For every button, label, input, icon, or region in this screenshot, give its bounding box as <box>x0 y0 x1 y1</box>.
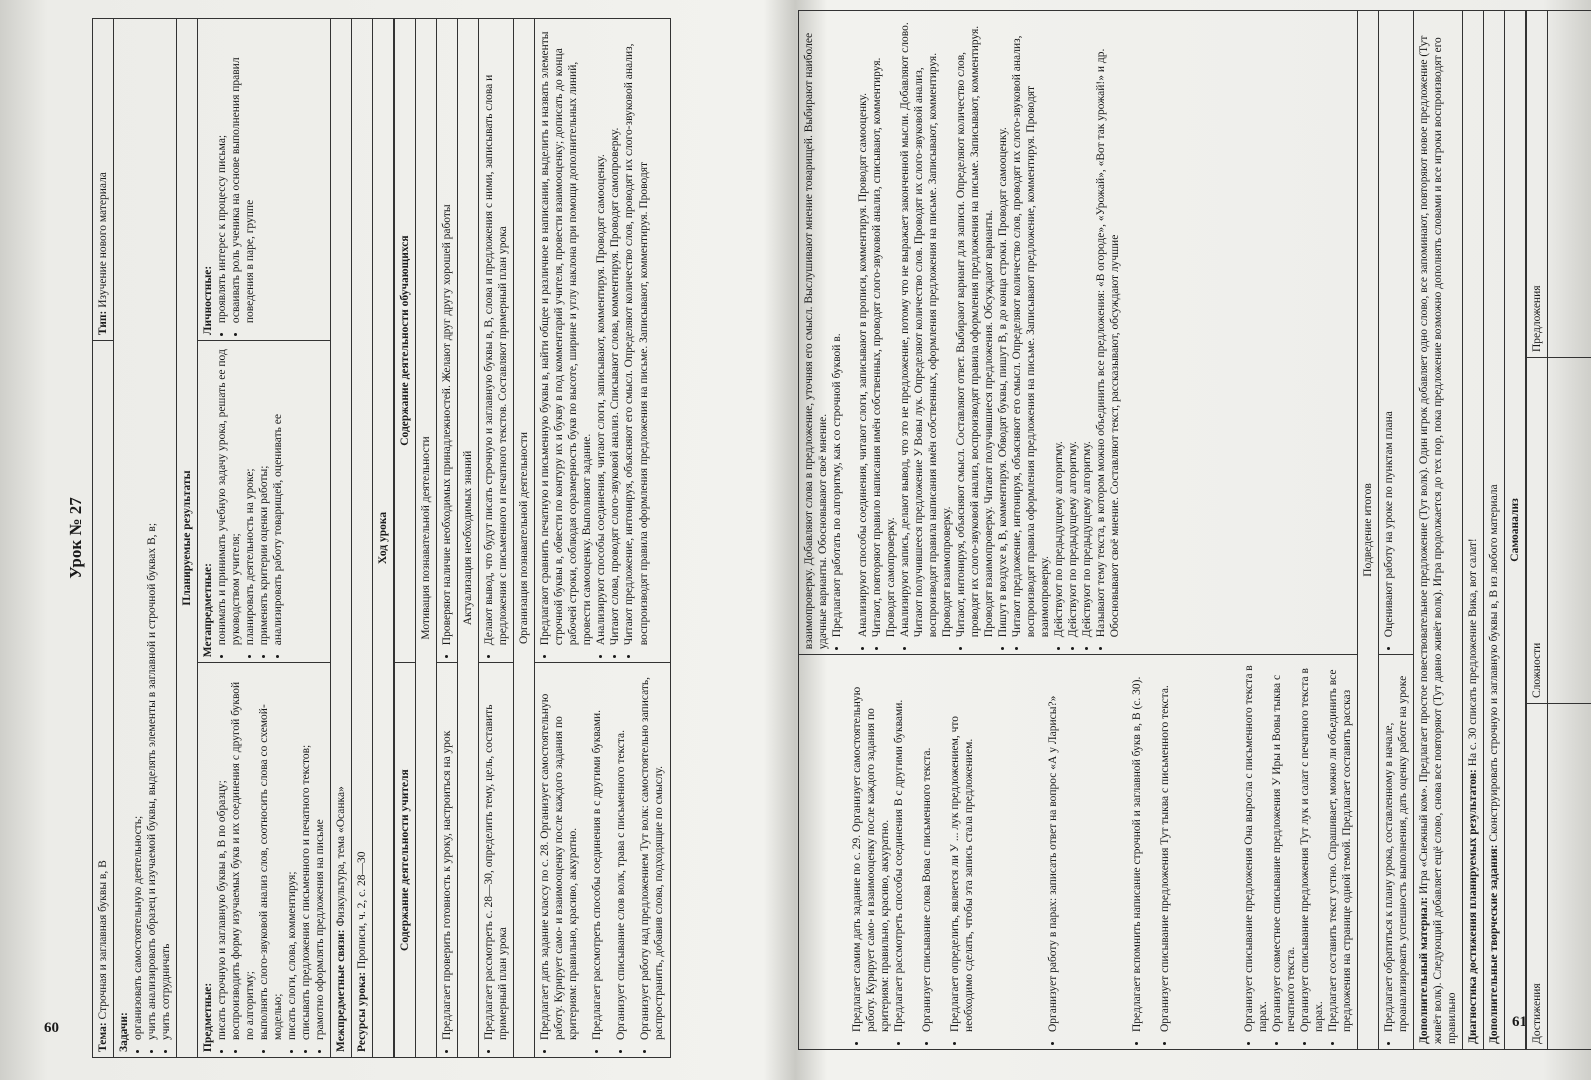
meta-results-cell: Метапредметные: • понимать и принимать учебную задачу урока, решать ее под руководством учителя; • планировать деятельность на уроке; • применять критерии оценки работы; • анализировать работу товарищей, оценивать ее <box>198 341 331 663</box>
list-item: • понимать и принимать учебную задачу урока, решать ее под руководством учителя; <box>215 346 243 645</box>
list-item: • проявлять интерес к процессу письма; <box>215 24 229 323</box>
left-page <box>0 0 793 1080</box>
difficulties-cell <box>1548 358 1591 704</box>
list-item: • Действуют по предыдущему алгоритму. <box>1066 16 1080 637</box>
list-item: • Организует списывание предложения Она выросла с письменного текста в парах. <box>1242 660 1270 1032</box>
difficulties-column-header: Сложности <box>1527 358 1548 704</box>
type-value: Изучение нового материала <box>97 172 109 308</box>
list-item: • организовать самостоятельную деятельность; <box>131 24 145 1040</box>
teacher-cell <box>799 655 1358 1050</box>
list-item: • воспроизводить форму изучаемых букв и их соединения с другой буквой по алгоритму; <box>229 668 257 1040</box>
list-item: • Организует списывание слов волк, трава с письменного текста. <box>614 668 628 1040</box>
achievements-column-header: Достижения <box>1527 704 1548 1050</box>
list-item: • писать строчную и заглавную буквы в, В по образцу; <box>215 668 229 1040</box>
topic-cell: Тема: Строчная и заглавная буквы в, В <box>93 341 114 1058</box>
activity-table-continued <box>798 10 1526 1050</box>
section-header: Актуализация необходимых знаний <box>458 19 479 1058</box>
list-item: • Оценивают работу на уроке по пунктам плана <box>1382 16 1396 637</box>
list-item: • выполнять слого-звуковой анализ слов, соотносить слова со схемой-моделью; <box>257 668 285 1040</box>
suggestions-cell <box>1548 11 1591 358</box>
list-item: • Делают вывод, что будут писать строчную и заглавную буквы в, В, слова и предложения с ними, записывать слова и предложения с письменного и печатного текстов. Составляют примерный план урока <box>482 24 510 645</box>
list-item: • Организует списывание слова Вова с письменного текста. <box>920 660 934 1032</box>
teacher-cell <box>437 663 458 1058</box>
self-analysis-table <box>1526 10 1591 1050</box>
list-item: • Предлагают сравнить печатную и письменную буквы в, найти общее и различное в написании, выделить и назвать элементы строчной буквы в, обвести по контуру их и букву в под комментарий учителя, провести взаимооценку; дописать до конца рабочей строки, соблюдая соразмерность букв по высоте, ширине и углу наклона при помощи дополнительных линий, провести самооценку. Выполняют задание. <box>538 24 594 645</box>
section-header: Мотивация познавательной деятельности <box>416 19 437 1058</box>
page-number: 60 <box>44 1020 59 1036</box>
list-item: • Предлагает рассмотреть с. 28—30, определить тему, цель, составить примерный план урока <box>482 668 510 1040</box>
list-item: • осваивать роль ученика на основе выполнения правил поведения в паре, группе <box>229 24 257 323</box>
interdisciplinary-cell: Межпредметные связи: Физкультура, тема «Осанка» <box>331 19 352 1058</box>
list-item: • Предлагает рассмотреть способы соединения в с другими буквами. <box>590 668 604 1040</box>
student-cell <box>799 11 1358 655</box>
topic-value: Строчная и заглавная буквы в, В <box>97 860 109 1020</box>
list-item: • Организует совместное списывание предложения У Иры и Вовы тыква с печатного текста. <box>1270 660 1298 1032</box>
list-item: • Организует работу в парах: записать ответ на вопрос «А у Ларисы?» <box>1046 660 1060 1032</box>
list-item: • Пишут в воздухе в, В, комментируя. Обводят буквы, пишут В, в до конца строки. Проводят самооценку. <box>996 16 1010 637</box>
list-item: • списывать предложения с письменного и печатного текстов; <box>299 668 313 1040</box>
list-item: • Действуют по предыдущему алгоритму. <box>1080 16 1094 637</box>
page-number: 61 <box>1512 1014 1527 1030</box>
list-item: • Предлагает определить, является ли У ... лук предложением, что необходимо сделать, чтобы эта запись стала предложением. <box>948 660 976 1032</box>
list-item: • Организует списывание предложения Тут тыква с письменного текста. <box>1158 660 1172 1032</box>
list-item: • Предлагает дать задание классу по с. 28. Организует самостоятельную работу. Курирует само- и взаимооценку после каждого задания по критериям: правильно, красиво, аккуратно. <box>538 668 580 1040</box>
list-item: • Предлагает составить текст устно. Спрашивает, можно ли объединить все предложения на странице одной темой. Предлагает составить рассказ <box>1326 660 1354 1032</box>
list-item: • писать слоги, слова, комментируя; <box>285 668 299 1040</box>
list-item: • Предлагает проверить готовность к уроку, настроиться на урок <box>440 668 454 1040</box>
list-item: • Анализируют запись, делают вывод, что это не предложение, потому что не выражает законченной мысли. Добавляют слово. Читают получившееся предложение У Вовы лук. Определяют количество слов. Проводят их слого-звуковой анализ, воспроизводят правила написания имён собственных, оформления предложения на письме. Записывают, комментируя. Проводят взаимопроверку. <box>898 16 954 637</box>
student-column-header: Содержание деятельности обучающихся <box>395 19 416 663</box>
section-header: Организация познавательной деятельности <box>514 19 535 1058</box>
list-item: • Читают слова, проводят слого-звуковой анализ. Списывают слова, комментируя. Проводят самопроверку. <box>608 24 622 645</box>
creative-tasks-cell: Дополнительные творческие задания: Сконструировать строчную и заглавную буквы в, В из любого материала <box>1484 11 1505 1050</box>
lesson-course-header: Ход урока <box>373 19 394 1058</box>
list-item: • Читают, интонируя, объясняют смысл. Составляют ответ. Выбирают вариант для записи. Определяют количество слов, проводят их слого-звуковой анализ, воспроизводят правила оформления предложения на письме. Записывают, комментируя. Проводят взаимопроверку. Читают получившиеся предложения. Обсуждают варианты. <box>954 16 996 637</box>
list-item: • применять критерии оценки работы; <box>257 346 271 645</box>
subject-results-cell: Предметные: • писать строчную и заглавную буквы в, В по образцу; • воспроизводить форму изучаемых букв и их соединения с другой буквой по алгоритму; • выполнять слого-звуковой анализ слов, соотносить слова со схемой-моделью; • писать слоги, слова, комментируя; • списывать предложения с письменного и печатного текстов; • грамотно оформлять предложения на письме <box>198 663 331 1058</box>
list-item: • Предлагает рассмотреть способы соединения В с другими буквами. <box>892 660 906 1032</box>
lesson-title: Урок № 27 <box>66 497 85 579</box>
list-item: • Читают предложение, интонируя, объясняют его смысл. Определяют количество слов, проводят их слого-звуковой анализ, воспроизводят правила оформления предложения на письме. Записывают, комментируя. Проводят <box>622 24 650 645</box>
list-item: • Предлагает обратиться к плану урока, составленному в начале, проанализировать успешность выполнения, дать оценку работе на уроке <box>1382 660 1410 1032</box>
teacher-cell <box>1379 655 1414 1050</box>
left-page-content <box>62 18 752 1058</box>
diagnostics-cell: Диагностика достижения планируемых результатов: На с. 30 списать предложение Вика, вот салат! <box>1463 11 1484 1050</box>
list-item: • Читают предложение, интонируя, объясняют его смысл. Определяют количество слов, проводят их слого-звуковой анализ, воспроизводят правила оформления предложения на письме. Записывают предложение, комментируя. Проводят взаимопроверку. <box>1010 16 1052 637</box>
student-cell <box>479 19 514 663</box>
tasks-cell <box>114 19 177 1058</box>
tasks-list <box>131 24 173 1052</box>
list-item: • учить сотрудничать <box>159 24 173 1040</box>
extra-material-cell: Дополнительный материал: Игра «Снежный ком». Предлагает простое повествовательное предложение (Тут волк). Один игрок добавляет одно слово, все запоминают, повторяют новое предложение (Тут живёт волк). Следующий добавляет ещё слово, снова все повторяют (Тут давно живёт волк). Игра продолжается до тех пор, пока предложение возможно дополнять словами и все игроки воспроизводят его правильно <box>1414 11 1463 1050</box>
list-item: • учить анализировать образец и изучаемой буквы, выделять элементы в заглавной и строчной буквах В, в; <box>145 24 159 1040</box>
list-item: • Предлагает самим дать задание по с. 29. Организует самостоятельную работу. Курирует само- и взаимооценку после каждого задания по критериям: правильно, красиво, аккуратно. <box>850 660 892 1032</box>
list-item: • Организует списывание предложения Тут лук и салат с печатного текста в парах. <box>1298 660 1326 1032</box>
list-item: • Называют тему текста, в котором можно объединить все предложения: «В огороде», «Урожай», «Вот так урожай!» и др. Обосновывают своё мнение. Составляют текст, рассказывают, обсуждают лучшие <box>1094 16 1122 637</box>
resources-cell: Ресурсы урока: Прописи, ч. 2, с. 28—30 <box>352 19 373 1058</box>
activity-table <box>394 18 670 1058</box>
student-cell <box>437 19 458 663</box>
list-item: • Действуют по предыдущему алгоритму. <box>1052 16 1066 637</box>
teacher-cell <box>479 663 514 1058</box>
section-header: Подведение итогов <box>1358 11 1379 1050</box>
suggestions-column-header: Предложения <box>1527 11 1548 358</box>
personal-results-cell: Личностные: • проявлять интерес к процессу письма; • осваивать роль ученика на основе выполнения правил поведения в паре, группе <box>198 19 331 341</box>
planned-results-header: Планируемые результаты <box>177 19 198 1058</box>
list-item: • Предлагают работать по алгоритму, как со строчной буквой в. <box>830 16 844 637</box>
student-cell <box>535 19 670 663</box>
list-item: • Читают, повторяют правило написания имён собственных, проводят слого-звуковой анализ, списывают, комментируя. Проводят самопроверку. <box>870 16 898 637</box>
list-item: • Предлагает вспомнить написание строчной и заглавной букв в, В (с. 30). <box>1130 660 1144 1032</box>
list-item: • грамотно оформлять предложения на письме <box>313 668 327 1040</box>
teacher-column-header: Содержание деятельности учителя <box>395 663 416 1058</box>
right-page <box>798 0 1591 1080</box>
list-item: • Проверяют наличие необходимых принадлежностей. Желают друг другу хорошей работы <box>440 24 454 645</box>
teacher-cell <box>535 663 670 1058</box>
type-cell: Тип: Изучение нового материала <box>93 19 114 341</box>
self-analysis-header: Самоанализ <box>1505 11 1526 1050</box>
tasks-label: Задачи: <box>118 1012 131 1052</box>
list-item: • Анализируют способы соединения, читают слоги, записывают, комментируя. Проводят самооценку. <box>594 24 608 645</box>
list-item: • анализировать работу товарищей, оценивать ее <box>271 346 285 645</box>
student-cell <box>1379 11 1414 655</box>
list-item: • Анализируют способы соединения, читают слоги, записывают в прописи, комментируя. Проводят самооценку. <box>856 16 870 637</box>
text-block: взаимопроверку. Добавляют слова в предложение, уточняя его смысл. Выслушивают мнение товарищей. Выбирают наиболее удачные варианты. Обосновывают своё мнение. <box>803 32 830 650</box>
lesson-plan-table <box>92 18 394 1058</box>
list-item: • Организует работу над предложением Тут волк: самостоятельно записать, распространить, добавив слова, подходящие по смыслу. <box>638 668 666 1040</box>
list-item: • планировать деятельность на уроке; <box>243 346 257 645</box>
achievements-cell <box>1548 704 1591 1050</box>
